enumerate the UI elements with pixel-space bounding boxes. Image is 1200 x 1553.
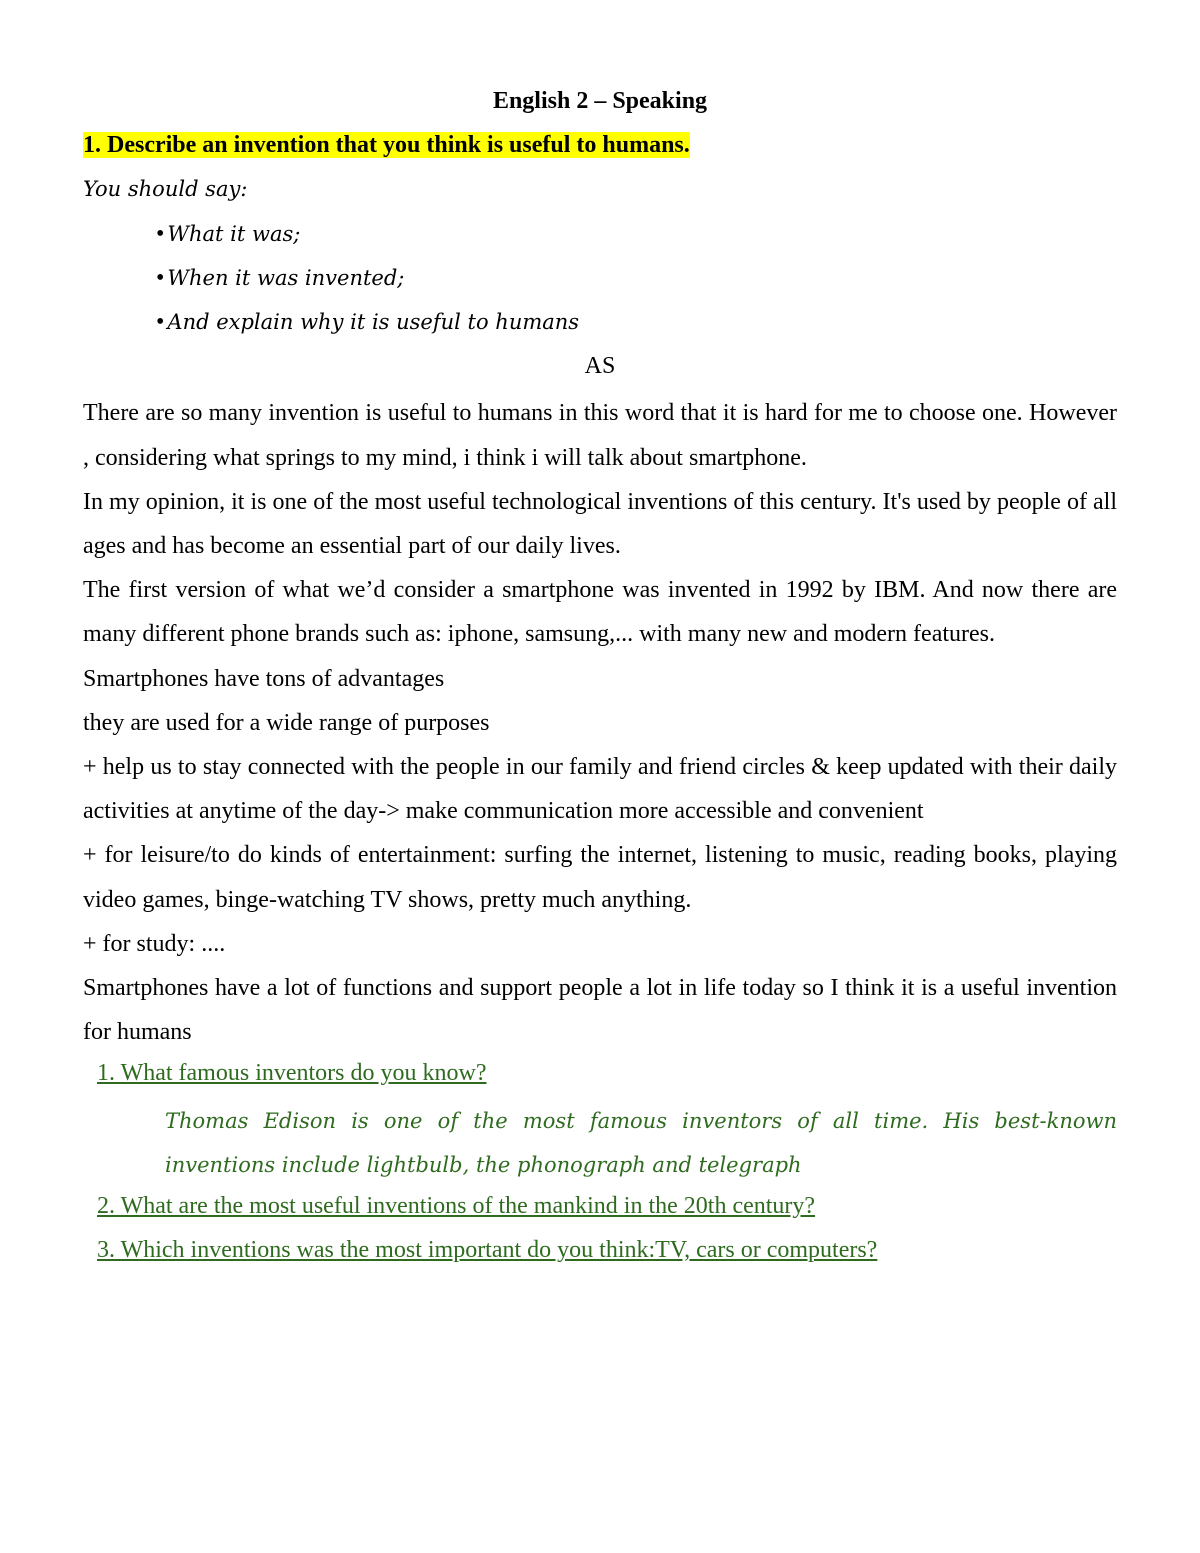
bullet-icon: • [156, 264, 165, 291]
answer-paragraph: There are so many invention is useful to humans in this word that it is hard for me to choose one. However , considering what springs to my mind, i think i will talk about smartphone. [83, 400, 1117, 471]
answer-paragraph: + for study: .... [83, 930, 226, 957]
answer-paragraph: In my opinion, it is one of the most useful technological inventions of this century. It's used by people of all ages and has become an essential part of our daily lives. [83, 488, 1117, 559]
bullet-icon: • [156, 220, 165, 247]
follow-up-answer-1: Thomas Edison is one of the most famous inventors of all time. His best-known inventions include lightbulb, the phonograph and telegraph [165, 1108, 1117, 1177]
document-page [83, 82, 1117, 1275]
prompt-intro: You should say: [83, 177, 248, 202]
main-question [83, 126, 1117, 170]
answer-paragraph: Smartphones have tons of advantages [83, 665, 445, 692]
answer-paragraph: Smartphones have a lot of functions and support people a lot in life today so I think it is a useful invention for humans [83, 974, 1117, 1046]
prompt-bullet: • And explain why it is useful to humans [156, 308, 580, 335]
answer-paragraph: + help us to stay connected with the people in our family and friend circles & keep updated with their daily activities at anytime of the day-> make communication more accessible and convenient [83, 753, 1117, 825]
follow-up-question-2: 2. What are the most useful inventions of the mankind in the 20th century? [97, 1192, 816, 1219]
bullet-icon: • [156, 308, 165, 335]
follow-up-question-3: 3. Which inventions was the most important do you think:TV, cars or computers? [97, 1237, 878, 1264]
answer-paragraph: The first version of what we’d consider a smartphone was invented in 1992 by IBM. And now there are many different phone brands such as: iphone, samsung,... with many new and modern features. [83, 577, 1117, 648]
follow-up-question-1: 1. What famous inventors do you know? [97, 1060, 487, 1087]
section-label: AS [584, 353, 616, 380]
document-title: English 2 – Speaking [492, 88, 708, 114]
prompt-bullet: • What it was; [156, 220, 301, 247]
answer-paragraph: they are used for a wide range of purposes [83, 709, 490, 736]
answer-paragraph: + for leisure/to do kinds of entertainment: surfing the internet, listening to music, reading books, playing video games, binge-watching TV shows, pretty much anything. [83, 842, 1117, 913]
main-question-text: 1. Describe an invention that you think is useful to humans. [83, 132, 690, 159]
prompt-bullet: • When it was invented; [156, 264, 405, 291]
